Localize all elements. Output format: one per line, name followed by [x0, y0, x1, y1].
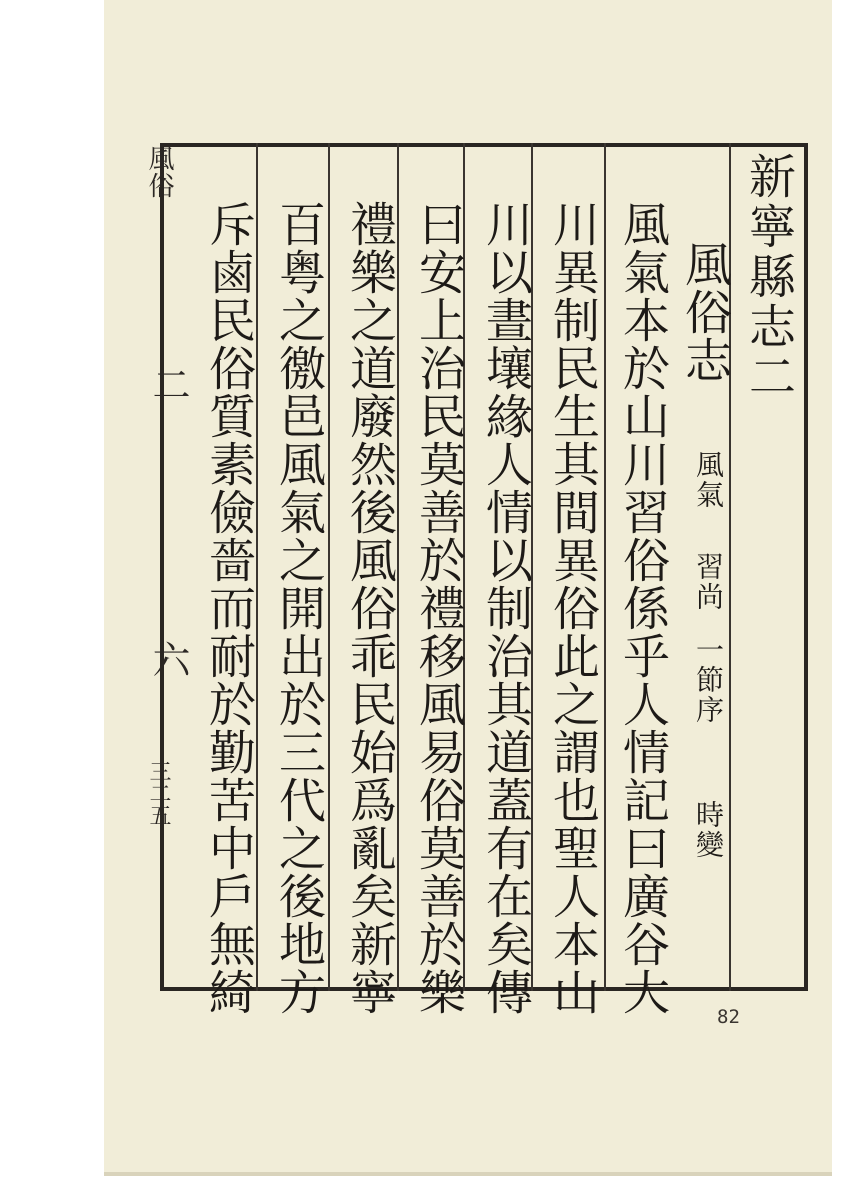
body-column-4: 曰安上治民莫善於禮移風易俗莫善於樂	[411, 200, 466, 1016]
body-column-6: 百粤之徼邑風氣之開出於三代之後地方	[271, 200, 326, 1016]
column-rule	[328, 143, 330, 991]
subsection-3: 一節序	[692, 635, 725, 725]
column-rule	[397, 143, 399, 991]
subsection-2: 習尚	[692, 552, 725, 612]
margin-page-marker: 六	[146, 640, 190, 678]
body-column-3: 川以晝壤緣人情以制治其道蓋有在矣傳	[478, 200, 533, 1016]
page-title: 新寧縣志二	[741, 152, 796, 402]
body-column-5: 禮樂之道廢然後風俗乖民始爲亂矣新寧	[342, 200, 397, 1016]
page-number: 82	[717, 1006, 740, 1028]
margin-folio: 三二五	[146, 760, 171, 826]
margin-volume: 二	[146, 365, 190, 403]
subsection-4: 時變	[692, 800, 725, 860]
section-heading: 風俗志	[677, 240, 732, 384]
body-column-7: 斥鹵民俗質素儉嗇而耐於勤苦中戶無綺	[201, 200, 256, 1016]
scan-bottom-edge	[104, 1172, 832, 1176]
body-column-2: 川異制民生其間異俗此之謂也聖人本山	[545, 200, 600, 1016]
body-column-1: 風氣本於山川習俗係乎人情記曰廣谷大	[615, 200, 670, 1016]
margin-heading: 風俗	[144, 145, 174, 199]
subsection-1: 風氣	[692, 450, 725, 510]
column-rule	[604, 143, 606, 991]
column-rule	[256, 143, 258, 991]
